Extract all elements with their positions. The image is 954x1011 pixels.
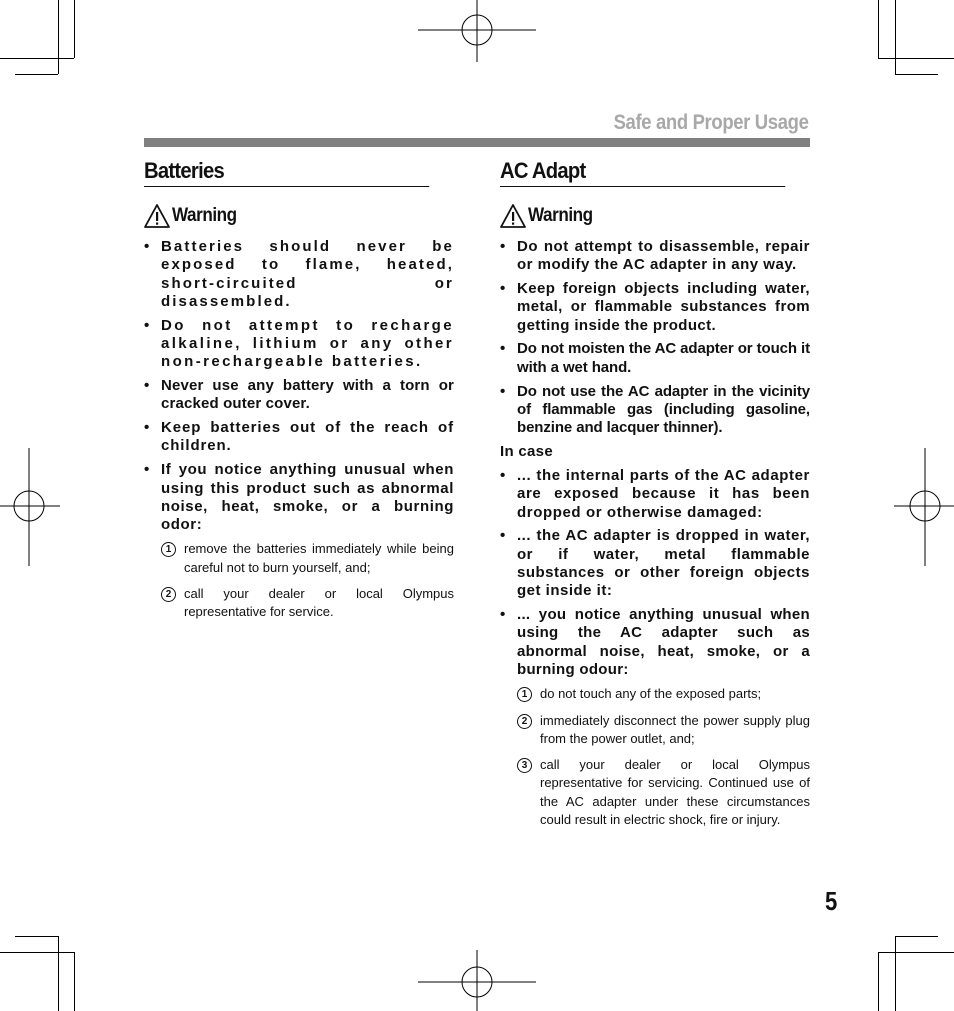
warning-triangle-icon	[144, 203, 172, 229]
header-rule	[144, 138, 810, 147]
list-item: 1 do not touch any of the exposed parts;	[517, 685, 810, 703]
list-item: • If you notice anything unusual when using this product such as abnormal noise, heat, smoke, or a burning odor:	[144, 461, 454, 534]
list-item: • Never use any battery with a torn or cracked outer cover.	[144, 377, 454, 413]
step-number: 1	[161, 542, 176, 557]
crop-mark	[878, 0, 879, 58]
batteries-warning-list	[144, 238, 454, 534]
registration-mark-top	[418, 0, 536, 62]
crop-mark	[0, 952, 74, 953]
running-header: Safe and Proper Usage	[614, 111, 809, 134]
ac-adapter-case-list	[500, 467, 810, 679]
list-item: 3 call your dealer or local Olympus representative for servicing. Continued use of the AC adapter under these circumstances could result in electric shock, fire or injury.	[517, 756, 810, 829]
list-item: • Do not moisten the AC adapter or touch it with a wet hand.	[500, 340, 810, 376]
list-item: 1 remove the batteries immediately while being careful not to burn yourself, and;	[161, 540, 454, 577]
list-item: • Batteries should never be exposed to flame, heated, short-circuited or disassembled.	[144, 238, 454, 310]
registration-mark-bottom	[418, 950, 536, 1011]
ac-adapter-warning-list	[500, 238, 810, 437]
in-case-label: In case	[500, 442, 553, 460]
batteries-heading: Batteries	[144, 156, 429, 187]
list-item: 2 call your dealer or local Olympus representative for service.	[161, 585, 454, 622]
batteries-section	[144, 156, 454, 630]
ac-adapter-heading: AC Adapt	[500, 156, 785, 187]
registration-mark-left	[0, 448, 60, 566]
crop-mark	[895, 74, 938, 75]
crop-mark	[74, 952, 75, 1011]
crop-mark	[878, 952, 954, 953]
ac-adapter-warning	[500, 202, 810, 230]
list-item: • Keep batteries out of the reach of children.	[144, 419, 454, 455]
registration-mark-right	[894, 448, 954, 566]
list-item: • ... the AC adapter is dropped in water, or if water, metal flammable substances or other foreign objects get inside it:	[500, 527, 810, 600]
crop-mark	[878, 952, 879, 1011]
crop-mark	[0, 58, 74, 59]
crop-mark	[878, 58, 954, 59]
ac-adapter-section	[500, 156, 810, 837]
list-item: • Keep foreign objects including water, metal, or flammable substances from getting inside the product.	[500, 280, 810, 334]
list-item: • Do not use the AC adapter in the vicinity of flammable gas (including gasoline, benzine and lacquer thinner).	[500, 382, 810, 437]
list-item: • Do not attempt to recharge alkaline, lithium or any other non-rechargeable batteries.	[144, 316, 454, 371]
list-item: • ... the internal parts of the AC adapter are exposed because it has been dropped or otherwise damaged:	[500, 466, 810, 521]
warning-triangle-icon	[500, 203, 528, 229]
step-number: 1	[517, 687, 532, 702]
crop-mark	[15, 936, 58, 937]
warning-label: Warning	[172, 205, 237, 226]
crop-mark	[74, 0, 75, 58]
crop-mark	[15, 74, 58, 75]
crop-mark	[895, 936, 896, 1011]
list-item: • Do not attempt to disassemble, repair or modify the AC adapter in any way.	[500, 238, 810, 274]
crop-mark	[895, 936, 938, 937]
list-item: 2 immediately disconnect the power supply plug from the power outlet, and;	[517, 712, 810, 749]
warning-label: Warning	[528, 205, 593, 226]
step-number: 2	[161, 587, 176, 602]
batteries-steps	[161, 540, 454, 621]
crop-mark	[895, 0, 896, 74]
crop-mark	[58, 0, 59, 74]
ac-adapter-steps	[517, 685, 810, 829]
crop-mark	[58, 936, 59, 1011]
list-item: • ... you notice anything unusual when using the AC adapter such as abnormal noise, heat, smoke, or a burning odour:	[500, 606, 810, 678]
batteries-warning	[144, 202, 454, 230]
page-number: 5	[825, 886, 838, 916]
step-number: 3	[517, 758, 532, 773]
step-number: 2	[517, 714, 532, 729]
